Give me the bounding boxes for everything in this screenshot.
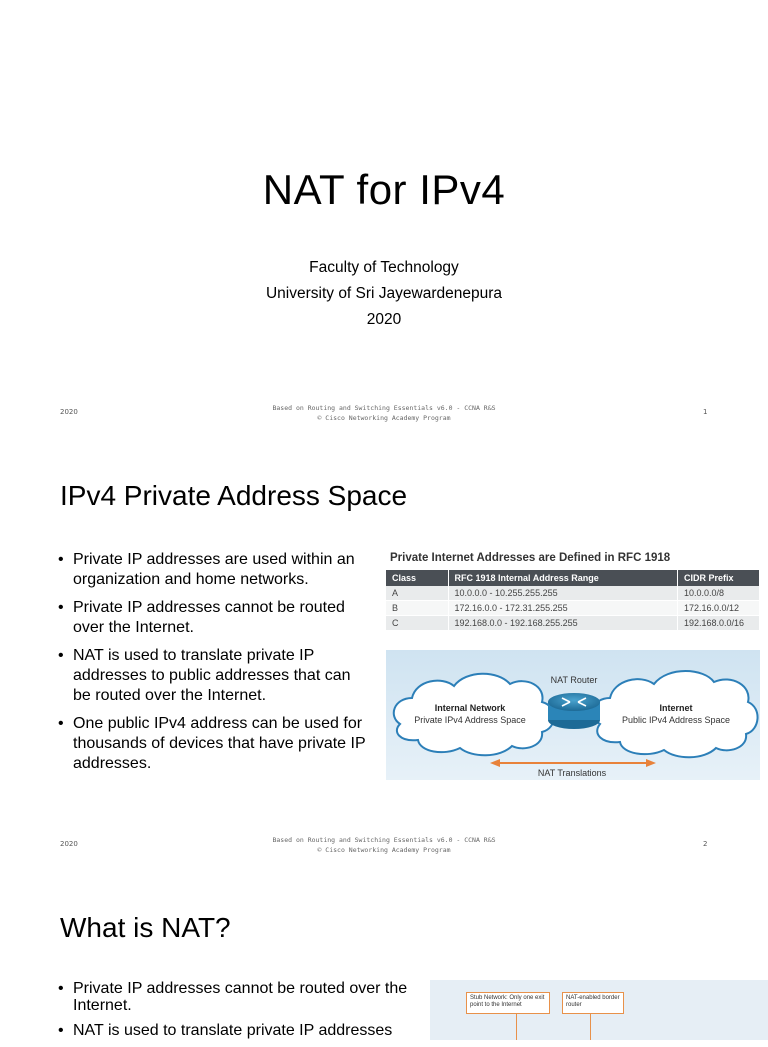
table-caption: Private Internet Addresses are Defined in RFC 1918 bbox=[390, 552, 671, 564]
footer-year: 2020 bbox=[60, 408, 78, 416]
table-header-row bbox=[386, 570, 760, 586]
table-cell: 10.0.0.0/8 bbox=[678, 586, 760, 601]
connector-line bbox=[516, 1014, 517, 1040]
nat-translations-label: NAT Translations bbox=[537, 768, 607, 778]
bullet-item: • NAT is used to translate private IP addresses to public addresses that can be routed over the Internet. bbox=[58, 646, 368, 706]
footer-source bbox=[184, 403, 584, 423]
slide-1 bbox=[0, 0, 768, 432]
footer-source-line1: Based on Routing and Switching Essentials v6.0 - CCNA R&S bbox=[272, 404, 496, 412]
slide-title: What is NAT? bbox=[60, 912, 231, 943]
internal-network-subtitle: Private IPv4 Address Space bbox=[414, 715, 526, 725]
footer-source-line2: © Cisco Networking Academy Program bbox=[317, 846, 451, 854]
table-header-cidr: CIDR Prefix bbox=[678, 570, 760, 586]
table-header-range: RFC 1918 Internal Address Range bbox=[448, 570, 678, 586]
table-row bbox=[386, 616, 760, 631]
stub-network-diagram bbox=[430, 980, 768, 1040]
internal-network-title: Internal Network bbox=[434, 703, 506, 713]
table-row bbox=[386, 586, 760, 601]
nat-router-label: NAT Router bbox=[550, 675, 598, 685]
stub-network-label: Stub Network: Only one exit point to the Internet bbox=[466, 992, 550, 1014]
bullet-list bbox=[58, 980, 418, 1047]
rfc1918-table bbox=[386, 570, 760, 631]
subtitle-year: 2020 bbox=[366, 311, 402, 328]
table-cell: 172.16.0.0 - 172.31.255.255 bbox=[448, 601, 678, 616]
slide-2 bbox=[0, 432, 768, 864]
footer-source-line1: Based on Routing and Switching Essentials v6.0 - CCNA R&S bbox=[272, 836, 496, 844]
internet-title: Internet bbox=[659, 703, 693, 713]
bullet-item: • One public IPv4 address can be used for thousands of devices that have private IP addresses. bbox=[58, 714, 368, 774]
slide-title: IPv4 Private Address Space bbox=[60, 480, 408, 511]
internet-subtitle: Public IPv4 Address Space bbox=[621, 715, 731, 725]
table-cell: 172.16.0.0/12 bbox=[678, 601, 760, 616]
footer-year: 2020 bbox=[60, 840, 78, 848]
table-cell: A bbox=[386, 586, 448, 601]
slide-subtitle bbox=[0, 255, 768, 333]
table-cell: B bbox=[386, 601, 448, 616]
footer-page-number: 2 bbox=[703, 840, 708, 848]
bullet-item: • Private IP addresses cannot be routed over the Internet. bbox=[58, 598, 368, 638]
bullet-item: • Private IP addresses cannot be routed over the Internet. bbox=[58, 980, 418, 1014]
table-cell: 192.168.0.0/16 bbox=[678, 616, 760, 631]
connector-line bbox=[590, 1014, 591, 1040]
nat-border-router-label: NAT-enabled border router bbox=[562, 992, 624, 1014]
slide-3 bbox=[0, 864, 768, 1039]
footer-source-line2: © Cisco Networking Academy Program bbox=[317, 414, 451, 422]
bullet-list bbox=[58, 550, 368, 782]
table-header-class: Class bbox=[386, 570, 448, 586]
table-cell: C bbox=[386, 616, 448, 631]
subtitle-university: University of Sri Jayewardenepura bbox=[265, 285, 503, 302]
footer-source bbox=[184, 835, 584, 855]
slide-title: NAT for IPv4 bbox=[262, 166, 506, 213]
table-cell: 10.0.0.0 - 10.255.255.255 bbox=[448, 586, 678, 601]
table-cell: 192.168.0.0 - 192.168.255.255 bbox=[448, 616, 678, 631]
bullet-item: • NAT is used to translate private IP addresses bbox=[58, 1022, 418, 1039]
bullet-item: • Private IP addresses are used within an organization and home networks. bbox=[58, 550, 368, 590]
router-icon bbox=[548, 693, 600, 729]
rfc1918-table-figure bbox=[386, 552, 760, 631]
footer-page-number: 1 bbox=[703, 408, 708, 416]
table-row bbox=[386, 601, 760, 616]
subtitle-faculty: Faculty of Technology bbox=[309, 259, 459, 276]
nat-network-diagram bbox=[386, 650, 760, 780]
